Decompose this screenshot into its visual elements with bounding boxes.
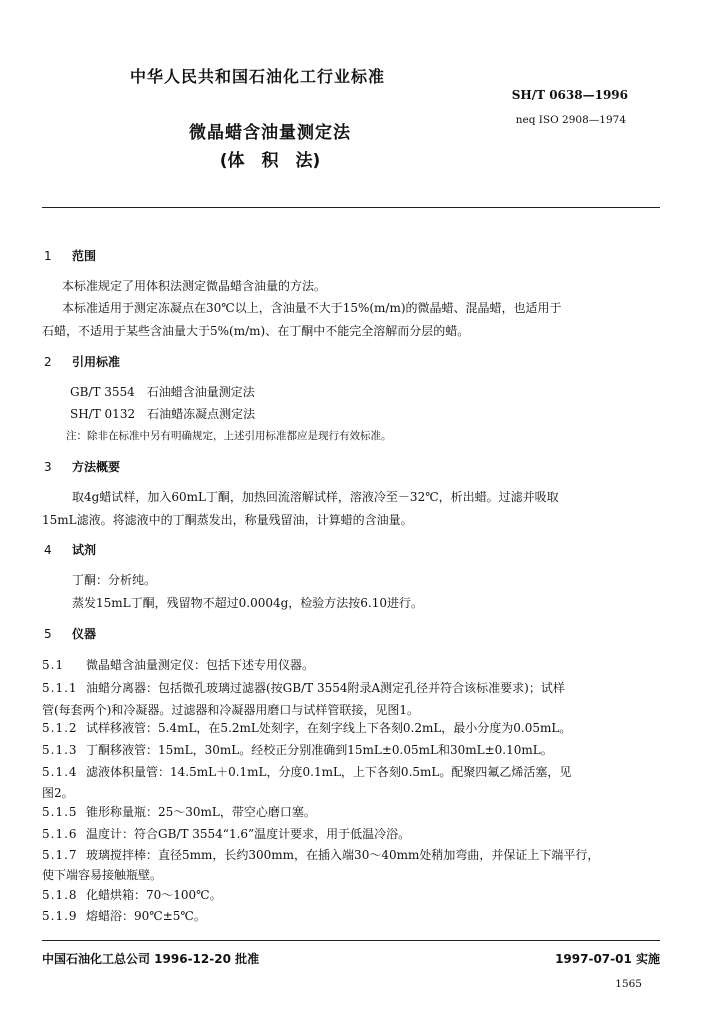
subclause-5-1-7 <box>42 846 599 863</box>
standard-number: SH/T 0638—1996 <box>511 88 628 102</box>
paragraph: 本标准适用于测定冻凝点在30℃以上，含油量不大于15%(m/m)的微晶蜡、混晶蜡，也适用于 <box>62 301 562 315</box>
clause-number: 5.1.2 <box>42 721 78 735</box>
section-number: 4 <box>44 543 52 557</box>
section-title: 范围 <box>72 249 97 263</box>
subclause-5-1-3 <box>42 741 553 758</box>
clause-text: 微晶蜡含油量测定仪：包括下述专用仪器。 <box>86 658 315 672</box>
paragraph: 丁酮：分析纯。 <box>72 573 157 587</box>
section-number: 3 <box>44 460 52 474</box>
section-title: 方法概要 <box>72 460 121 474</box>
clause-text: 试样移液管：5.4mL，在5.2mL处刻字，在刻字线上下各刻0.2mL，最小分度为0.05mL。 <box>86 721 572 735</box>
subclause-5-1-8 <box>42 886 222 903</box>
document-title: 微晶蜡含油量测定法 <box>189 123 351 143</box>
paragraph-continued: 石蜡，不适用于某些含油量大于5%(m/m)、在丁酮中不能完全溶解而分层的蜡。 <box>42 324 470 338</box>
clause-text-continued: 使下端容易接触瓶壁。 <box>42 868 163 882</box>
equivalent-standard: neq ISO 2908—1974 <box>515 114 626 126</box>
org-header: 中华人民共和国石油化工行业标准 <box>130 67 386 86</box>
clause-text: 丁酮移液管：15mL，30mL。经校正分别准确到15mL±0.05mL和30mL±0.10mL。 <box>86 743 553 757</box>
clause-text-continued: 图2。 <box>42 786 74 800</box>
footer-divider <box>42 940 660 941</box>
section-number: 1 <box>44 249 52 263</box>
subclause-5-1 <box>42 656 314 673</box>
clause-number: 5.1.8 <box>42 888 78 902</box>
paragraph: 本标准规定了用体积法测定微晶蜡含油量的方法。 <box>62 279 327 293</box>
page-number: 1565 <box>615 978 642 990</box>
clause-text: 油蜡分离器：包括微孔玻璃过滤器(按GB/T 3554附录A测定孔径并符合该标准要求)；试样 <box>86 681 565 695</box>
clause-number: 5.1.1 <box>42 681 78 695</box>
clause-text: 熔蜡浴：90℃±5℃。 <box>86 909 206 923</box>
paragraph: 蒸发15mL丁酮，残留物不超过0.0004g，检验方法按6.10进行。 <box>72 596 424 610</box>
clause-text: 玻璃搅拌棒：直径5mm，长约300mm，在插入端30～40mm处稍加弯曲，并保证上下端平行， <box>86 848 600 862</box>
section-2-heading <box>44 353 120 370</box>
header-divider <box>42 207 660 208</box>
clause-number: 5.1.5 <box>42 805 78 819</box>
clause-number: 5.1.3 <box>42 743 78 757</box>
clause-number: 5.1.4 <box>42 765 78 779</box>
section-title: 仪器 <box>72 627 97 641</box>
clause-number: 5.1.6 <box>42 827 78 841</box>
subclause-5-1-1 <box>42 679 565 696</box>
reference-item: GB/T 3554 石油蜡含油量测定法 <box>70 385 255 399</box>
subclause-5-1-4 <box>42 763 571 780</box>
section-number: 2 <box>44 355 52 369</box>
subclause-5-1-2 <box>42 719 571 736</box>
subclause-5-1-6 <box>42 825 410 842</box>
clause-number: 5.1.7 <box>42 848 78 862</box>
clause-text: 滤液体积量管：14.5mL＋0.1mL，分度0.1mL，上下各刻0.5mL。配聚四氟乙烯活塞，见 <box>86 765 572 779</box>
clause-text: 化蜡烘箱：70～100℃。 <box>86 888 222 902</box>
subclause-5-1-9 <box>42 907 206 924</box>
section-5-heading <box>44 625 96 642</box>
effective-date: 1997-07-01 实施 <box>555 952 660 966</box>
approval-issuer: 中国石油化工总公司 1996-12-20 批准 <box>42 952 260 966</box>
paragraph: 取4g蜡试样，加入60mL丁酮，加热回流溶解试样，溶液冷至－32℃，析出蜡。过滤并吸取 <box>72 490 559 504</box>
clause-number: 5.1 <box>42 658 65 672</box>
section-number: 5 <box>44 627 52 641</box>
clause-text: 锥形称量瓶：25～30mL，带空心磨口塞。 <box>86 805 316 819</box>
clause-text-continued: 管(每套两个)和冷凝器。过滤器和冷凝器用磨口与试样管联接，见图1。 <box>42 703 420 717</box>
section-4-heading <box>44 541 96 558</box>
document-subtitle: (体 积 法) <box>219 151 321 171</box>
section-title: 试剂 <box>72 543 97 557</box>
section-title: 引用标准 <box>72 355 121 369</box>
clause-text: 温度计：符合GB/T 3554“1.6”温度计要求，用于低温冷浴。 <box>86 827 411 841</box>
clause-number: 5.1.9 <box>42 909 78 923</box>
paragraph-continued: 15mL滤液。将滤液中的丁酮蒸发出，称量残留油，计算蜡的含油量。 <box>42 513 413 527</box>
subclause-5-1-5 <box>42 803 316 820</box>
reference-item: SH/T 0132 石油蜡冻凝点测定法 <box>70 407 256 421</box>
note: 注：除非在标准中另有明确规定，上述引用标准都应是现行有效标准。 <box>66 430 392 442</box>
section-3-heading <box>44 458 120 475</box>
section-1-heading <box>44 247 96 264</box>
